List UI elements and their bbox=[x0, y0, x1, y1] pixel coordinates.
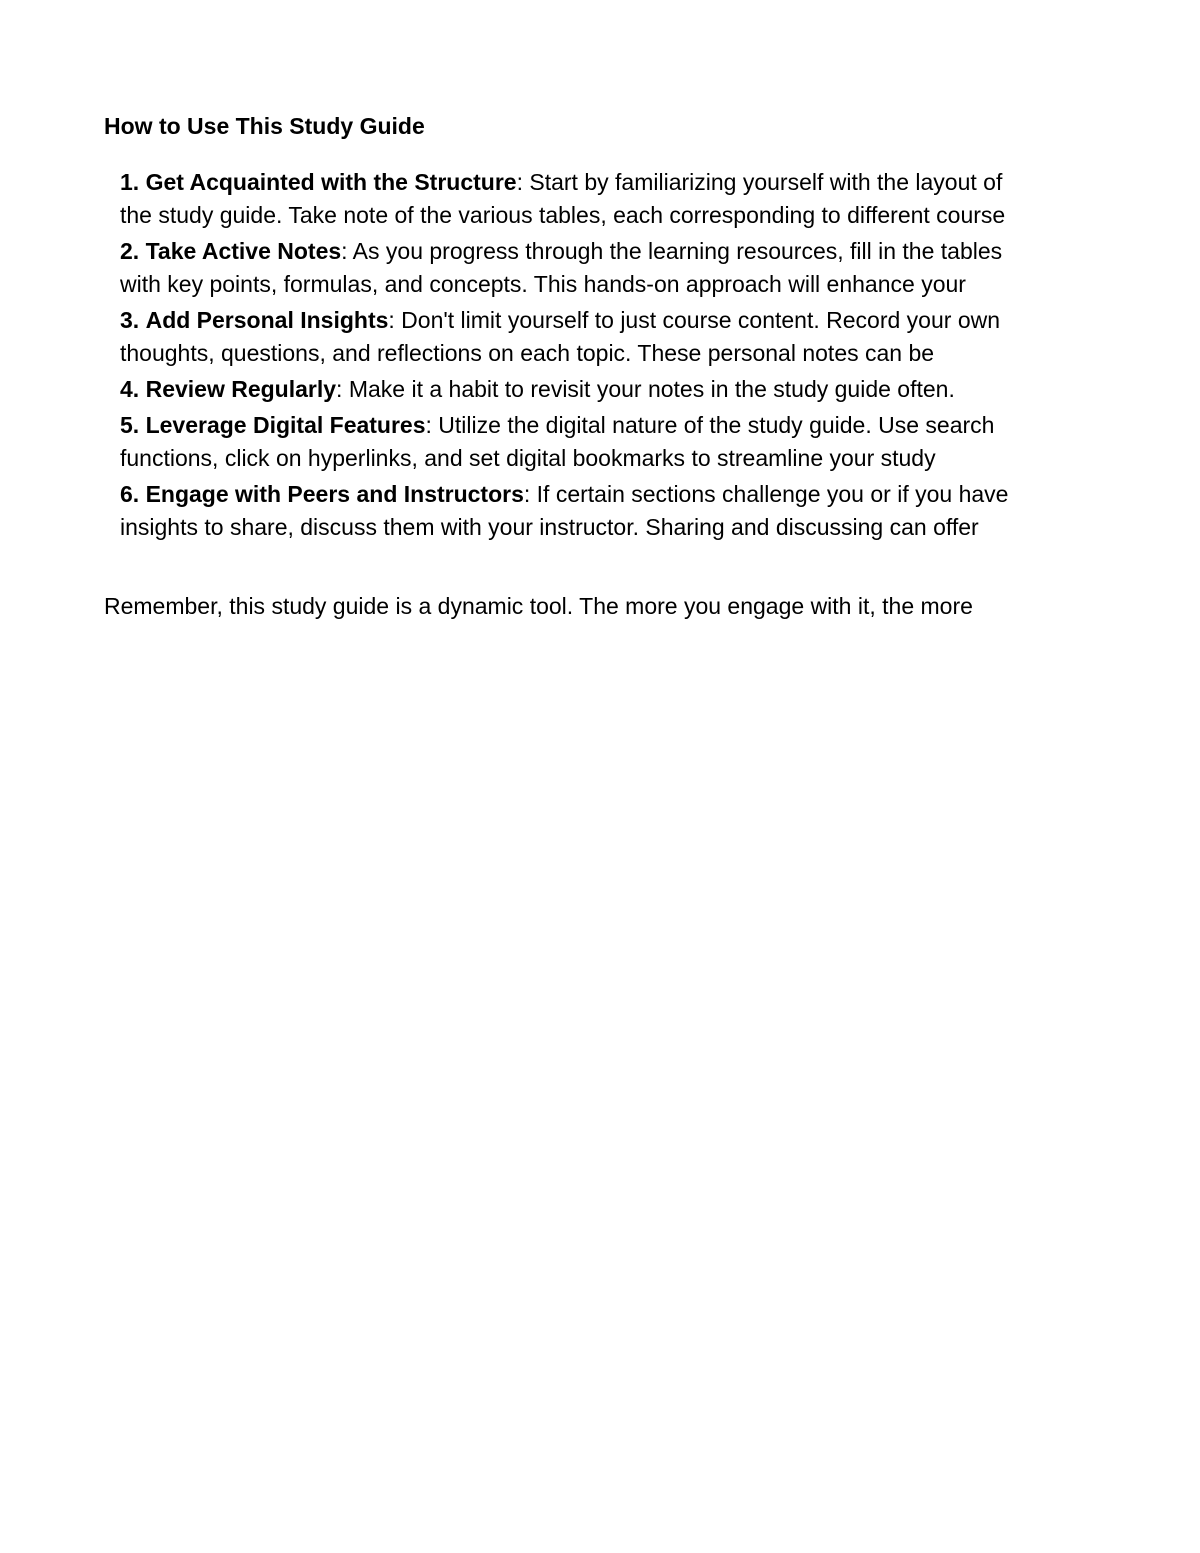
list-item bbox=[120, 235, 1120, 301]
item-text: : Start by familiarizing yourself with the layout of bbox=[516, 169, 1003, 195]
list-item bbox=[120, 409, 1120, 475]
item-text-continued: with key points, formulas, and concepts. This hands-on approach will enhance your bbox=[120, 271, 966, 297]
list-item-line bbox=[120, 304, 1120, 337]
item-number: 3. bbox=[120, 307, 140, 333]
item-title: Add Personal Insights bbox=[145, 307, 389, 333]
list-item-line bbox=[120, 373, 1120, 406]
list-item-line bbox=[120, 478, 1120, 511]
list-item bbox=[120, 166, 1120, 232]
item-text: : Make it a habit to revisit your notes in the study guide often. bbox=[336, 376, 955, 402]
item-text-continued: insights to share, discuss them with your instructor. Sharing and discussing can offer bbox=[120, 514, 979, 540]
item-title: Leverage Digital Features bbox=[145, 412, 426, 438]
item-number: 6. bbox=[120, 481, 140, 507]
item-text: : Don't limit yourself to just course content. Record your own bbox=[388, 307, 1001, 333]
item-number: 2. bbox=[120, 238, 140, 264]
list-item bbox=[120, 478, 1120, 544]
item-title: Engage with Peers and Instructors bbox=[145, 481, 524, 507]
item-title: Take Active Notes bbox=[145, 238, 342, 264]
item-text: : If certain sections challenge you or if you have bbox=[523, 481, 1009, 507]
page-title: How to Use This Study Guide bbox=[104, 113, 425, 139]
list-item-line bbox=[120, 235, 1120, 268]
item-number: 1. bbox=[120, 169, 140, 195]
item-title: Get Acquainted with the Structure bbox=[145, 169, 517, 195]
instruction-list bbox=[120, 166, 1120, 547]
list-item-line bbox=[120, 166, 1120, 199]
item-text: : As you progress through the learning resources, fill in the tables bbox=[341, 238, 1003, 264]
closing-paragraph: Remember, this study guide is a dynamic tool. The more you engage with it, the more bbox=[104, 593, 973, 619]
item-title: Review Regularly bbox=[145, 376, 337, 402]
item-number: 5. bbox=[120, 412, 140, 438]
item-text-continued: the study guide. Take note of the various tables, each corresponding to different course bbox=[120, 202, 1006, 228]
list-item bbox=[120, 304, 1120, 370]
item-text: : Utilize the digital nature of the study guide. Use search bbox=[425, 412, 995, 438]
list-item-line bbox=[120, 409, 1120, 442]
item-text-continued: functions, click on hyperlinks, and set digital bookmarks to streamline your study bbox=[120, 445, 936, 471]
item-number: 4. bbox=[120, 376, 140, 402]
list-item bbox=[120, 373, 1120, 406]
item-text-continued: thoughts, questions, and reflections on each topic. These personal notes can be bbox=[120, 340, 935, 366]
